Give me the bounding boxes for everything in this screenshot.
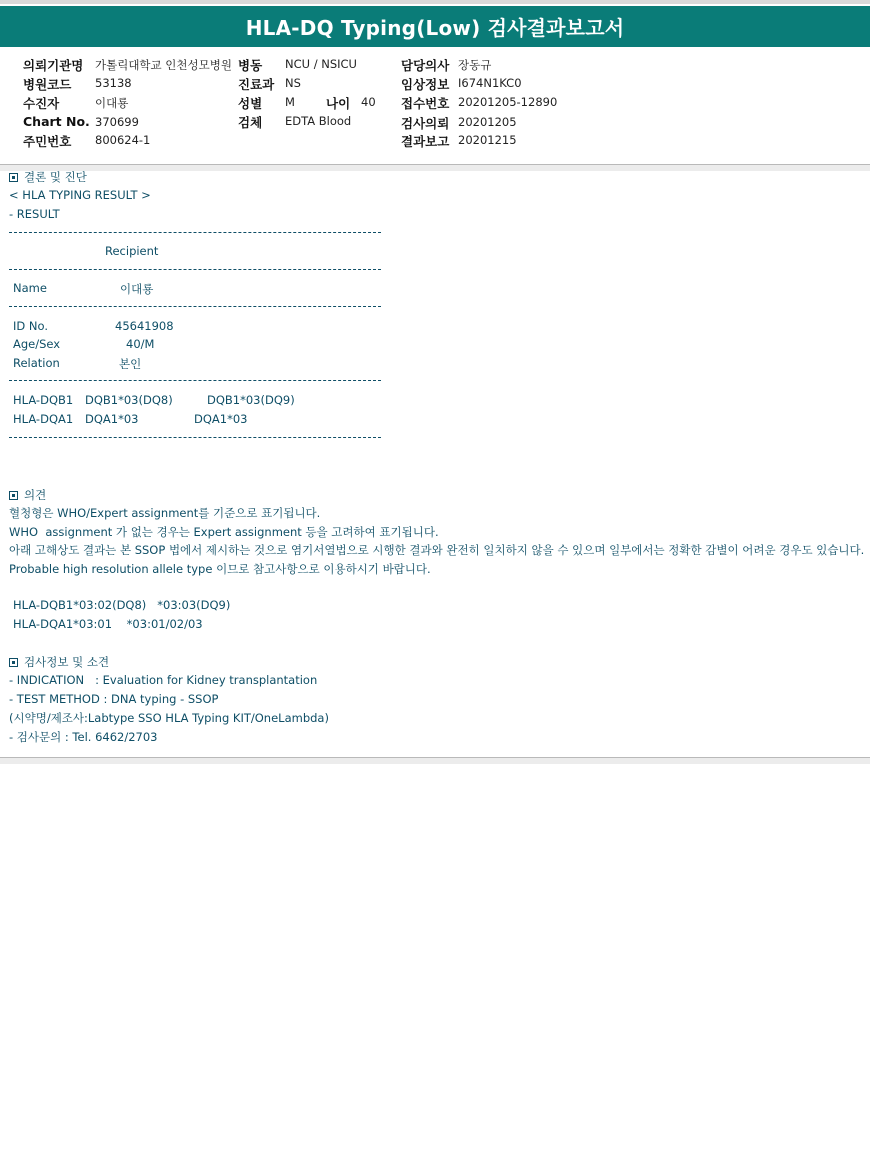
result-label: - RESULT [9, 207, 60, 221]
divider [9, 380, 381, 381]
doctor-value: 장동규 [458, 58, 492, 72]
high-res-dqb1: HLA-DQB1*03:02(DQ8) *03:03(DQ9) [13, 598, 231, 612]
dqa1-label: HLA-DQA1 [13, 412, 74, 426]
dept-value: NS [285, 76, 301, 90]
dqb1-allele-2: DQB1*03(DQ9) [207, 393, 295, 407]
section-marker-icon [9, 173, 18, 182]
hospital-code-value: 53138 [95, 76, 132, 90]
clinical-info-label: 임상정보 [401, 77, 450, 92]
footer-separator [0, 757, 870, 764]
chart-no-label: Chart No. [23, 114, 90, 129]
dqb1-label: HLA-DQB1 [13, 393, 74, 407]
report-date-label: 결과보고 [401, 134, 450, 149]
divider [9, 437, 381, 438]
conclusion-heading-text: 결론 및 진단 [24, 170, 87, 184]
relation-value: 본인 [119, 357, 142, 371]
age-label: 나이 [326, 96, 351, 111]
specimen-value: EDTA Blood [285, 114, 352, 128]
age-sex-label: Age/Sex [13, 337, 61, 351]
section-marker-icon [9, 491, 18, 500]
section-marker-icon [9, 658, 18, 667]
dqb1-allele-1: DQB1*03(DQ8) [85, 393, 173, 407]
dept-label: 진료과 [238, 77, 275, 92]
test-method-line: - TEST METHOD : DNA typing - SSOP [9, 692, 219, 706]
ward-label: 병동 [238, 58, 263, 73]
info-heading-text: 검사정보 및 소견 [24, 655, 110, 669]
dqa1-allele-2: DQA1*03 [194, 412, 248, 426]
chart-no-value: 370699 [95, 115, 139, 129]
doctor-label: 담당의사 [401, 58, 450, 73]
result-title: < HLA TYPING RESULT > [9, 188, 151, 202]
contact-line: - 검사문의 : Tel. 6462/2703 [9, 730, 158, 744]
sex-label: 성별 [238, 96, 263, 111]
relation-label: Relation [13, 356, 60, 370]
age-value: 40 [361, 95, 376, 109]
divider [9, 269, 381, 270]
examinee-value: 이대룡 [95, 96, 129, 110]
opinion-heading-text: 의견 [24, 488, 47, 502]
conclusion-heading [9, 169, 87, 185]
recipient-header: Recipient [105, 244, 159, 258]
patient-header [0, 49, 870, 162]
rrn-label: 주민번호 [23, 134, 72, 149]
specimen-label: 검체 [238, 115, 263, 130]
id-label: ID No. [13, 319, 48, 333]
name-value: 이대룡 [120, 282, 154, 296]
report-date-value: 20201215 [458, 133, 517, 147]
report-title: HLA-DQ Typing(Low) 검사결과보고서 [0, 6, 870, 47]
dqa1-allele-1: DQA1*03 [85, 412, 139, 426]
opinion-heading [9, 487, 46, 503]
opinion-line-3: 아래 고해상도 결과는 본 SSOP 법에서 제시하는 것으로 염기서열법으로 시행한 결과와 완전히 일치하지 않을 수 있으며 일부에서는 정확한 감별이 어려운 경우도 있습니다. Probable high resolution allele type 이므로 참고사항으로 이용하시기 바랍니다. [9, 543, 865, 576]
sex-value: M [285, 95, 295, 109]
header-separator [0, 164, 870, 171]
receipt-label: 접수번호 [401, 96, 450, 111]
hospital-code-label: 병원코드 [23, 77, 72, 92]
age-sex-value: 40/M [126, 337, 155, 351]
id-value: 45641908 [115, 319, 174, 333]
ward-value: NCU / NSICU [285, 57, 357, 71]
divider [9, 306, 381, 307]
institution-value: 가톨릭대학교 인천성모병원 [95, 58, 232, 72]
request-label: 검사의뢰 [401, 116, 450, 131]
info-heading [9, 654, 109, 670]
receipt-value: 20201205-12890 [458, 95, 558, 109]
institution-label: 의뢰기관명 [23, 58, 84, 73]
rrn-value: 800624-1 [95, 133, 151, 147]
reagent-line: (시약명/제조사:Labtype SSO HLA Typing KIT/OneLambda) [9, 711, 329, 725]
high-res-dqa1: HLA-DQA1*03:01 *03:01/02/03 [13, 617, 203, 631]
name-label: Name [13, 281, 47, 295]
opinion-line-1: 혈청형은 WHO/Expert assignment를 기준으로 표기됩니다. [9, 506, 321, 520]
examinee-label: 수진자 [23, 96, 60, 111]
clinical-info-value: I674N1KC0 [458, 76, 522, 90]
top-border [0, 0, 870, 4]
divider [9, 232, 381, 233]
request-value: 20201205 [458, 115, 517, 129]
indication-line: - INDICATION : Evaluation for Kidney transplantation [9, 673, 318, 687]
opinion-line-2: WHO assignment 가 없는 경우는 Expert assignment 등을 고려하여 표기됩니다. [9, 525, 439, 539]
